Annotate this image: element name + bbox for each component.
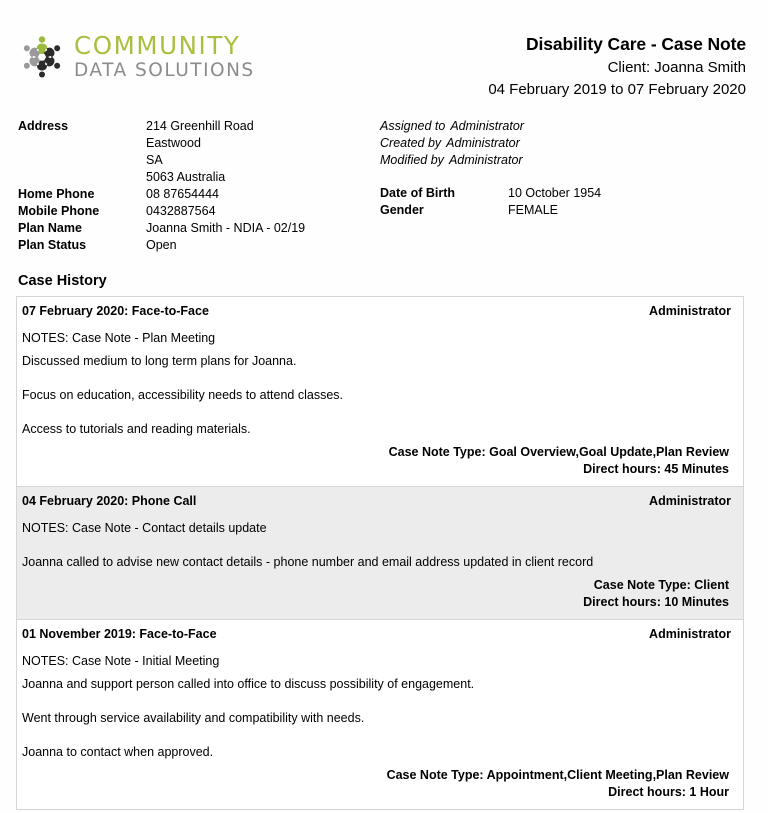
- address-line-2: Eastwood: [146, 136, 201, 150]
- date-of-birth-value: 10 October 1954: [508, 186, 602, 200]
- details-spacer: [380, 169, 760, 185]
- address-label: Address: [18, 119, 69, 133]
- logo-line-data-solutions: DATA SOLUTIONS: [74, 59, 255, 81]
- date-of-birth-label: Date of Birth: [380, 186, 455, 200]
- document-header: [0, 0, 768, 110]
- document-title-block: [488, 33, 746, 100]
- case-note-line: NOTES: Case Note - Initial Meeting: [22, 654, 220, 668]
- case-note-body: [17, 324, 743, 444]
- page-title: Disability Care - Case Note: [525, 34, 746, 54]
- case-note-line: NOTES: Case Note - Contact details update: [22, 521, 267, 535]
- case-note-date-type: 04 February 2020: Phone Call: [22, 494, 197, 508]
- case-note-entry: [17, 619, 743, 809]
- address-row: [18, 118, 368, 135]
- assigned-to-label: Assigned to: [380, 119, 446, 133]
- case-note-type: Case Note Type: Goal Overview,Goal Update,Plan Review: [388, 445, 729, 459]
- created-by-row: [380, 135, 760, 152]
- case-history-table: [16, 296, 744, 810]
- case-note-entry-header: [17, 297, 743, 324]
- gender-value: FEMALE: [508, 203, 559, 217]
- gender-row: [380, 202, 760, 219]
- case-note-direct-hours: Direct hours: 1 Hour: [608, 785, 729, 799]
- client-details-right-column: [380, 118, 760, 219]
- case-note-entry: [17, 297, 743, 486]
- home-phone-label: Home Phone: [18, 187, 95, 201]
- mobile-phone-label: Mobile Phone: [18, 204, 100, 218]
- company-logo-wordmark: [74, 31, 255, 81]
- case-note-entry-header: [17, 487, 743, 514]
- community-people-circle-icon: [16, 33, 68, 81]
- case-note-author: Administrator: [649, 494, 731, 508]
- case-note-line: NOTES: Case Note - Plan Meeting: [22, 331, 216, 345]
- case-note-author: Administrator: [649, 304, 731, 318]
- plan-name-value: Joanna Smith - NDIA - 02/19: [146, 221, 306, 235]
- mobile-phone-value: 0432887564: [146, 204, 216, 218]
- gender-label: Gender: [380, 203, 424, 217]
- client-details: [0, 118, 768, 263]
- address-line-1: 214 Greenhill Road: [146, 119, 254, 133]
- assigned-to-row: [380, 118, 760, 135]
- case-note-line: Joanna called to advise new contact details - phone number and email address updated in client record: [22, 555, 594, 569]
- plan-name-label: Plan Name: [18, 221, 82, 235]
- case-note-entry-header: [17, 620, 743, 647]
- case-note-line: Went through service availability and compatibility with needs.: [22, 711, 365, 725]
- home-phone-row: [18, 186, 368, 203]
- case-note-type: Case Note Type: Client: [593, 578, 729, 592]
- case-history-heading: Case History: [18, 273, 107, 289]
- case-note-author: Administrator: [649, 627, 731, 641]
- case-note-line: Discussed medium to long term plans for Joanna.: [22, 354, 297, 368]
- case-note-footer: [17, 444, 743, 486]
- case-note-date-type: 07 February 2020: Face-to-Face: [22, 304, 209, 318]
- case-note-footer: [17, 577, 743, 619]
- date-range-line: 04 February 2019 to 07 February 2020: [488, 81, 746, 98]
- case-note-type: Case Note Type: Appointment,Client Meeting,Plan Review: [386, 768, 729, 782]
- modified-by-row: [380, 152, 760, 169]
- case-note-direct-hours: Direct hours: 10 Minutes: [583, 595, 729, 609]
- address-line-3: SA: [146, 153, 163, 167]
- case-note-entry: [17, 486, 743, 619]
- plan-name-row: [18, 220, 368, 237]
- case-note-direct-hours: Direct hours: 45 Minutes: [583, 462, 729, 476]
- case-note-line: Joanna to contact when approved.: [22, 745, 214, 759]
- assigned-to-value: Administrator: [450, 119, 524, 133]
- case-note-body: [17, 514, 743, 577]
- case-note-body: [17, 647, 743, 767]
- plan-status-label: Plan Status: [18, 238, 87, 252]
- address-line-4: 5063 Australia: [146, 170, 226, 184]
- case-note-line: Focus on education, accessibility needs to attend classes.: [22, 388, 344, 402]
- created-by-value: Administrator: [446, 136, 520, 150]
- case-note-line: Joanna and support person called into office to discuss possibility of engagement.: [22, 677, 475, 691]
- client-details-left-column: [18, 118, 368, 254]
- mobile-phone-row: [18, 203, 368, 220]
- modified-by-label: Modified by: [380, 153, 444, 167]
- case-note-date-type: 01 November 2019: Face-to-Face: [22, 627, 217, 641]
- case-note-footer: [17, 767, 743, 809]
- date-of-birth-row: [380, 185, 760, 202]
- case-note-line: Access to tutorials and reading materials.: [22, 422, 251, 436]
- modified-by-value: Administrator: [448, 153, 523, 167]
- client-name-line: Client: Joanna Smith: [607, 59, 746, 76]
- company-logo: [16, 33, 255, 81]
- plan-status-row: [18, 237, 368, 254]
- home-phone-value: 08 87654444: [146, 187, 219, 201]
- created-by-label: Created by: [380, 136, 442, 150]
- plan-status-value: Open: [146, 238, 177, 252]
- logo-line-community: COMMUNITY: [74, 31, 241, 60]
